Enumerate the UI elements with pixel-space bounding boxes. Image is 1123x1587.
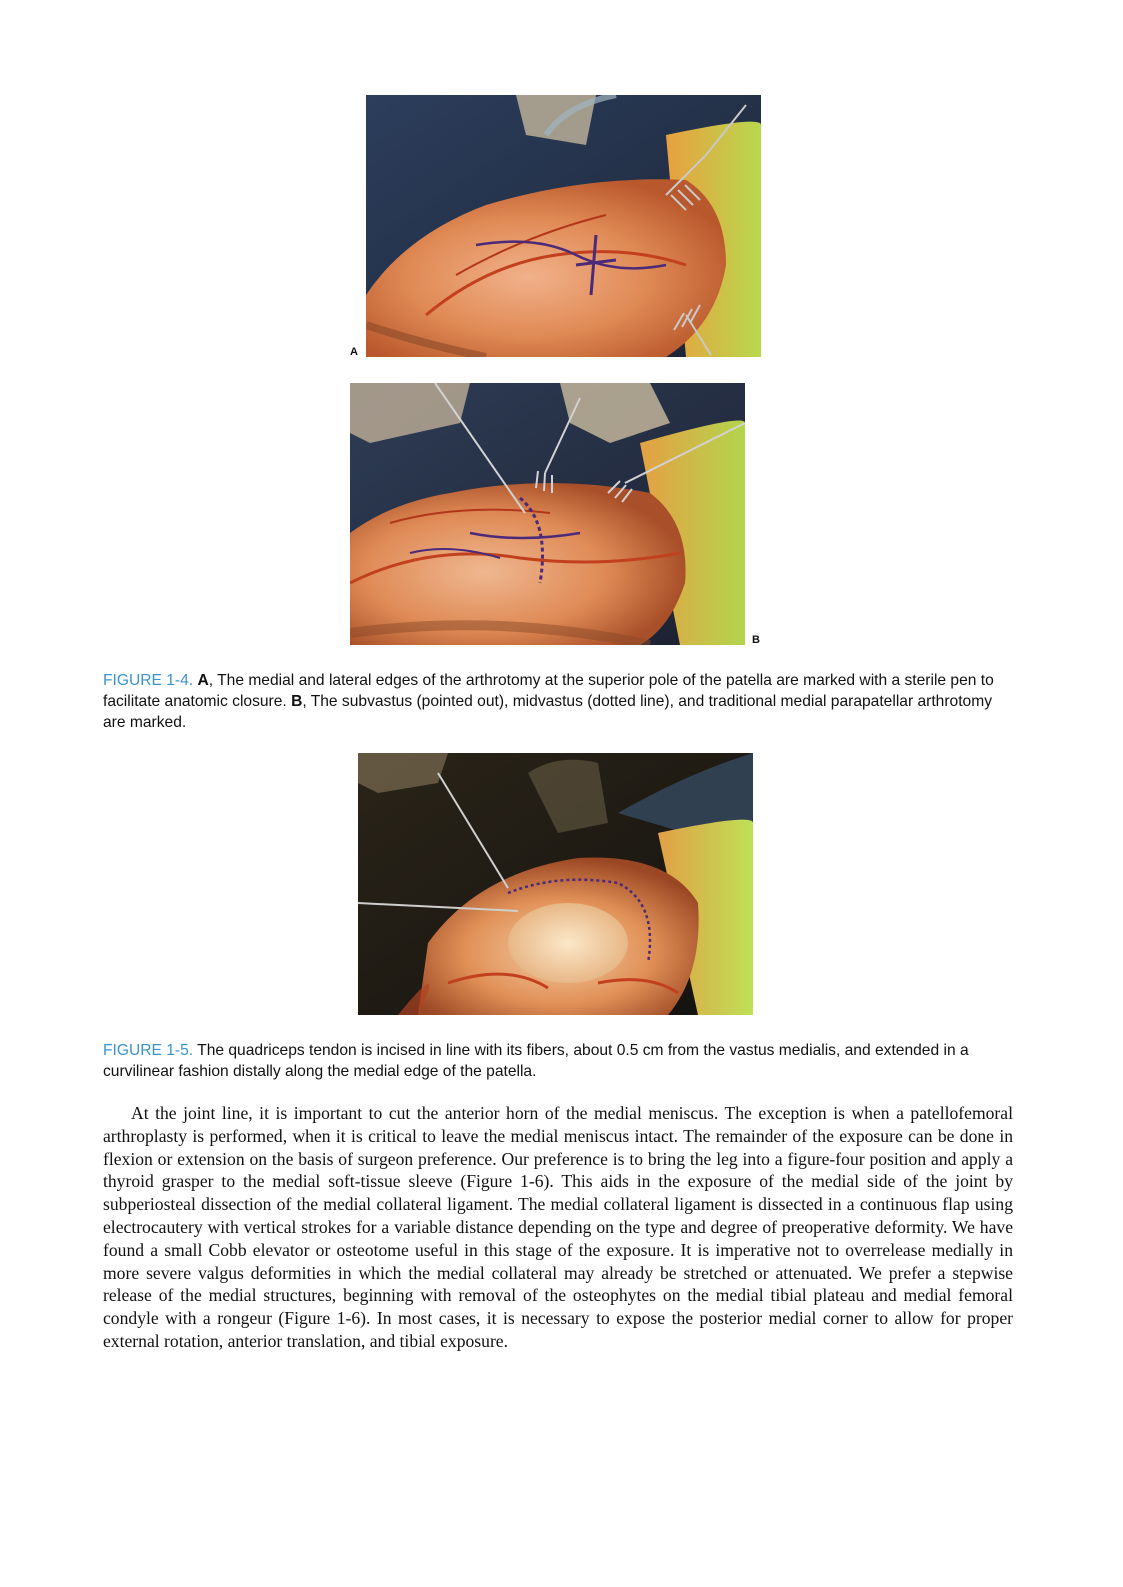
figure-number: FIGURE 1-5. xyxy=(103,1042,194,1059)
figure-1-5-caption xyxy=(103,1040,1013,1082)
figure-1-4-caption xyxy=(103,670,1013,733)
caption-text: , The medial and lateral edges of the arthrotomy at the superior pole of the patella are marked with a sterile pen to facilitate anatomic closure. xyxy=(103,672,994,710)
caption-text: , The subvastus (pointed out), midvastus (dotted line), and traditional medial parapatellar arthrotomy are marked. xyxy=(103,693,993,731)
panel-label-a: A xyxy=(350,346,358,358)
figure-1-5-photo xyxy=(358,753,753,1015)
figure-number: FIGURE 1-4. xyxy=(103,672,194,689)
figure-1-4b-photo xyxy=(350,383,745,645)
caption-panel-label: A xyxy=(197,672,209,689)
surgical-photo xyxy=(358,753,753,1015)
caption-panel-label: B xyxy=(291,693,303,710)
caption-text: The quadriceps tendon is incised in line with its fibers, about 0.5 cm from the vastus medialis, and extended in a curvilinear fashion distally along the medial edge of the patella. xyxy=(103,1042,969,1080)
figure-1-4a-photo xyxy=(366,95,761,357)
surgical-photo xyxy=(350,383,745,645)
body-paragraph: At the joint line, it is important to cut the anterior horn of the medial meniscus. The exception is when a patellofemoral arthroplasty is performed, when it is critical to leave the medial meniscus intact. The remainder of the exposure can be done in flexion or extension on the basis of surgeon preference. Our preference is to bring the leg into a figure-four position and apply a thyroid grasper to the medial soft-tissue sleeve (Figure 1-6). This aids in the exposure of the medial side of the joint by subperiosteal dissection of the medial collateral ligament. The medial collateral ligament is dissected in a continuous flap using electrocautery with vertical strokes for a variable distance depending on the type and degree of preoperative deformity. We have found a small Cobb elevator or osteotome useful in this stage of the exposure. It is imperative not to overrelease medially in more severe valgus deformities in which the medial collateral may already be stretched or attenuated. We prefer a stepwise release of the medial structures, beginning with removal of the osteophytes on the medial tibial plateau and medial femoral condyle with a rongeur (Figure 1-6). In most cases, it is necessary to expose the posterior medial corner to allow for proper external rotation, anterior translation, and tibial exposure. xyxy=(103,1103,1013,1351)
surgical-photo xyxy=(366,95,761,357)
panel-label-b: B xyxy=(752,634,760,646)
